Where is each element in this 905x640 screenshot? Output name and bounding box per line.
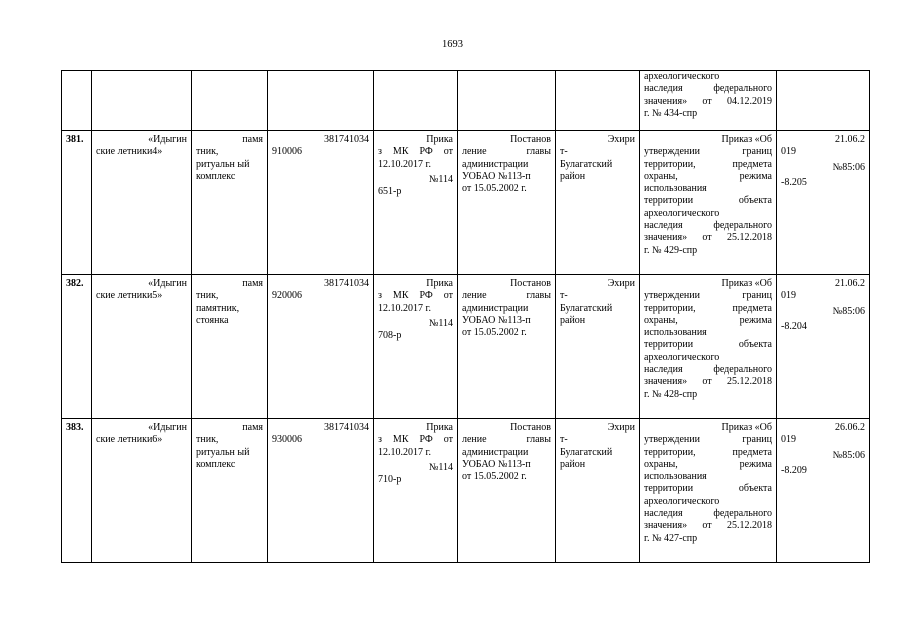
decree-line: УОБАО №113-п xyxy=(462,314,531,326)
boundary-line: территории объекта xyxy=(644,339,772,351)
cell-type xyxy=(192,131,268,275)
date-line: №85:06 xyxy=(832,449,865,461)
date-line: -8.204 xyxy=(781,320,807,332)
object-type-line: памя xyxy=(242,134,263,145)
object-type-line: стоянка xyxy=(196,314,229,326)
order-line: Прика xyxy=(426,134,453,145)
cell-order-mk xyxy=(374,131,458,275)
decree-line: администрации xyxy=(462,302,529,314)
date-line: №85:06 xyxy=(832,305,865,317)
boundary-line: территории, предмета xyxy=(644,158,772,170)
boundary-line: использования xyxy=(644,471,707,483)
boundary-line: утверждении границ xyxy=(644,290,772,302)
boundary-line: наследия федерального xyxy=(644,508,772,520)
location-line: т- xyxy=(560,290,568,302)
table-row-carryover xyxy=(62,71,870,131)
date-line: 21.06.2 xyxy=(835,278,865,289)
order-line: 710-р xyxy=(378,474,402,486)
location-line: т- xyxy=(560,434,568,446)
object-name-line: ские летники6» xyxy=(96,434,163,446)
order-line: 708-р xyxy=(378,330,402,342)
reg-number-line: 930006 xyxy=(272,434,302,446)
decree-line: администрации xyxy=(462,446,529,458)
table-row xyxy=(62,419,870,563)
boundary-line: Приказ «Об xyxy=(721,278,772,289)
object-type-line: ритуальн ый xyxy=(196,446,250,458)
cell-decree xyxy=(458,419,556,563)
cell-date xyxy=(777,419,870,563)
boundary-line: археологического xyxy=(644,207,720,219)
object-type-line: тник, xyxy=(196,434,219,446)
order-line: Прика xyxy=(426,278,453,289)
object-name-line: ские летники5» xyxy=(96,290,163,302)
order-line: №114 xyxy=(428,173,453,185)
boundary-line: территории, предмета xyxy=(644,446,772,458)
cell-order-mk xyxy=(374,71,458,131)
cell-order-mk xyxy=(374,419,458,563)
cell-location xyxy=(556,131,640,275)
boundary-line: г. № 429-спр xyxy=(644,244,698,256)
location-line: Эхири xyxy=(607,422,635,433)
table-row xyxy=(62,131,870,275)
cell-reg xyxy=(268,71,374,131)
cell-order-mk xyxy=(374,275,458,419)
order-line: з МК РФ от xyxy=(378,146,453,158)
boundary-line: наследия федерального xyxy=(644,220,772,232)
order-line: 12.10.2017 г. xyxy=(378,302,431,314)
page-number: 1693 xyxy=(442,39,463,50)
order-line: Прика xyxy=(426,422,453,433)
date-line: 019 xyxy=(781,290,796,302)
location-line: т- xyxy=(560,146,568,158)
location-line: район xyxy=(560,170,586,182)
date-line: 019 xyxy=(781,434,796,446)
boundary-line: г. № 434-спр xyxy=(644,107,698,119)
order-line: 12.10.2017 г. xyxy=(378,446,431,458)
boundary-line: наследия федерального xyxy=(644,364,772,376)
object-type-line: памя xyxy=(242,422,263,433)
decree-line: ление главы xyxy=(462,434,551,446)
date-line: -8.205 xyxy=(781,176,807,188)
object-type-line: памятник, xyxy=(196,302,240,314)
cell-type xyxy=(192,419,268,563)
decree-line: ление главы xyxy=(462,290,551,302)
boundary-line: использования xyxy=(644,327,707,339)
decree-line: администрации xyxy=(462,158,529,170)
table-row xyxy=(62,275,870,419)
order-line: з МК РФ от xyxy=(378,434,453,446)
location-line: Булагатский xyxy=(560,302,613,314)
cell-decree xyxy=(458,275,556,419)
order-line: 651-р xyxy=(378,186,402,198)
object-name-line: ские летники4» xyxy=(96,146,163,158)
boundary-line: использования xyxy=(644,183,707,195)
row-number: 382. xyxy=(66,278,84,289)
decree-line: Постанов xyxy=(510,278,551,289)
location-line: район xyxy=(560,458,586,470)
boundary-line: утверждении границ xyxy=(644,434,772,446)
boundary-line: наследия федерального xyxy=(644,83,772,95)
boundary-line: охраны, режима xyxy=(644,458,772,470)
date-line: -8.209 xyxy=(781,464,807,476)
cell-location xyxy=(556,419,640,563)
decree-line: УОБАО №113-п xyxy=(462,458,531,470)
cell-location xyxy=(556,71,640,131)
object-name-line: «Идыгин xyxy=(148,134,187,145)
reg-number-line: 381741034 xyxy=(324,278,369,289)
reg-number-line: 381741034 xyxy=(324,422,369,433)
boundary-line: значения» от 25.12.2018 xyxy=(644,232,772,244)
cell-date xyxy=(777,275,870,419)
decree-line: Постанов xyxy=(510,422,551,433)
cell-num xyxy=(62,275,92,419)
order-line: з МК РФ от xyxy=(378,290,453,302)
cell-type xyxy=(192,71,268,131)
boundary-line: археологического xyxy=(644,495,720,507)
order-line: №114 xyxy=(428,461,453,473)
cell-name xyxy=(92,71,192,131)
boundary-line: Приказ «Об xyxy=(721,134,772,145)
boundary-line: охраны, режима xyxy=(644,170,772,182)
cell-type xyxy=(192,275,268,419)
object-name-line: «Идыгин xyxy=(148,422,187,433)
cell-date xyxy=(777,71,870,131)
cell-decree xyxy=(458,71,556,131)
object-type-line: тник, xyxy=(196,290,219,302)
object-type-line: комплекс xyxy=(196,458,236,470)
object-type-line: ритуальн ый xyxy=(196,158,250,170)
location-line: Булагатский xyxy=(560,158,613,170)
boundary-line: территории объекта xyxy=(644,483,772,495)
boundary-line: г. № 427-спр xyxy=(644,532,698,544)
boundary-line: значения» от 04.12.2019 xyxy=(644,95,772,107)
cell-decree xyxy=(458,131,556,275)
order-line: №114 xyxy=(428,317,453,329)
object-type-line: памя xyxy=(242,278,263,289)
cell-num xyxy=(62,71,92,131)
boundary-line: археологического xyxy=(644,351,720,363)
cell-boundary xyxy=(640,71,777,131)
cell-num xyxy=(62,419,92,563)
boundary-line: территории, предмета xyxy=(644,302,772,314)
cell-reg xyxy=(268,275,374,419)
cell-name xyxy=(92,419,192,563)
row-number: 381. xyxy=(66,134,84,145)
date-line: 26.06.2 xyxy=(835,422,865,433)
cell-location xyxy=(556,275,640,419)
row-number: 383. xyxy=(66,422,84,433)
decree-line: Постанов xyxy=(510,134,551,145)
cell-num xyxy=(62,131,92,275)
date-line: 019 xyxy=(781,146,796,158)
decree-line: ление главы xyxy=(462,146,551,158)
boundary-line: значения» от 25.12.2018 xyxy=(644,520,772,532)
cell-name xyxy=(92,275,192,419)
object-type-line: комплекс xyxy=(196,170,236,182)
location-line: Эхири xyxy=(607,278,635,289)
boundary-line: Приказ «Об xyxy=(721,422,772,433)
cell-reg xyxy=(268,131,374,275)
cell-boundary xyxy=(640,131,777,275)
date-line: 21.06.2 xyxy=(835,134,865,145)
date-line: №85:06 xyxy=(832,161,865,173)
decree-line: от 15.05.2002 г. xyxy=(462,327,527,339)
object-type-line: тник, xyxy=(196,146,219,158)
cell-boundary xyxy=(640,419,777,563)
boundary-line: г. № 428-спр xyxy=(644,388,698,400)
cell-date xyxy=(777,131,870,275)
reg-number-line: 381741034 xyxy=(324,134,369,145)
order-line: 12.10.2017 г. xyxy=(378,158,431,170)
location-line: Эхири xyxy=(607,134,635,145)
boundary-line: значения» от 25.12.2018 xyxy=(644,376,772,388)
boundary-line: утверждении границ xyxy=(644,146,772,158)
boundary-line: охраны, режима xyxy=(644,314,772,326)
decree-line: от 15.05.2002 г. xyxy=(462,183,527,195)
object-name-line: «Идыгин xyxy=(148,278,187,289)
heritage-registry-table xyxy=(61,70,870,563)
location-line: Булагатский xyxy=(560,446,613,458)
decree-line: от 15.05.2002 г. xyxy=(462,471,527,483)
reg-number-line: 920006 xyxy=(272,290,302,302)
decree-line: УОБАО №113-п xyxy=(462,170,531,182)
cell-name xyxy=(92,131,192,275)
reg-number-line: 910006 xyxy=(272,146,302,158)
location-line: район xyxy=(560,314,586,326)
cell-reg xyxy=(268,419,374,563)
boundary-line: археологического xyxy=(644,71,720,82)
cell-boundary xyxy=(640,275,777,419)
boundary-line: территории объекта xyxy=(644,195,772,207)
